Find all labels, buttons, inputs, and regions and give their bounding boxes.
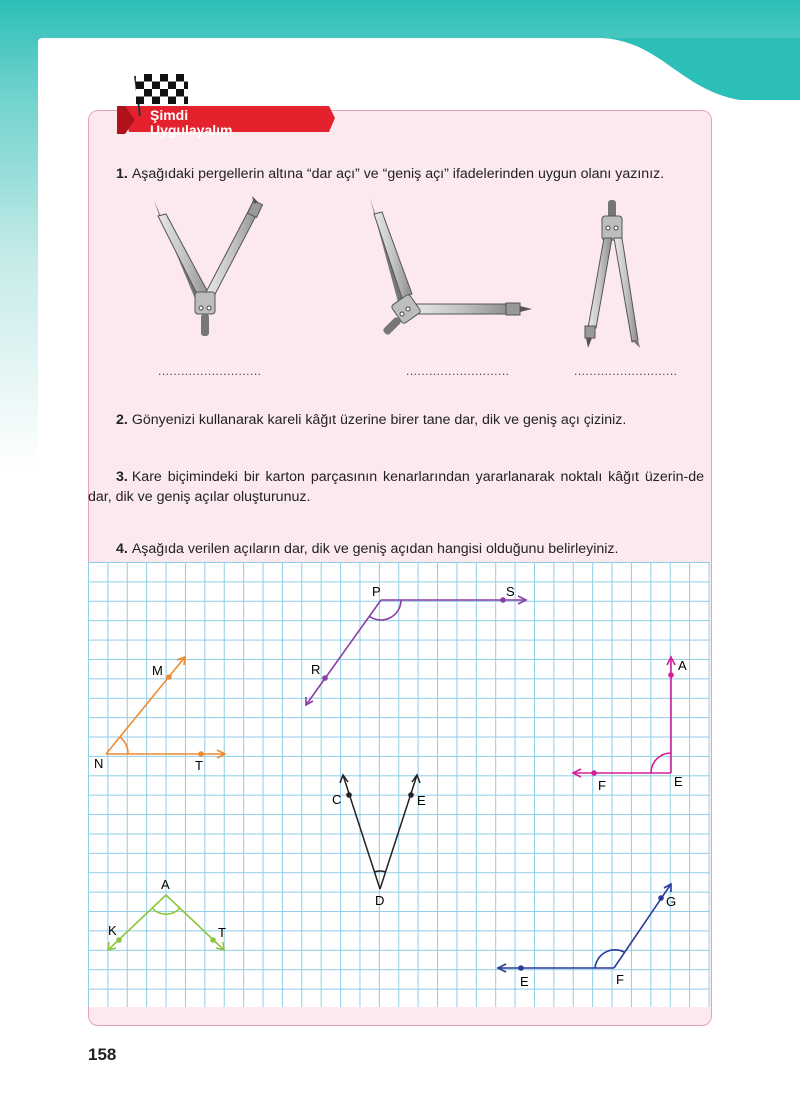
angle-afe	[573, 657, 675, 777]
point-t	[198, 751, 204, 757]
label-g: G	[666, 894, 677, 909]
label-e: E	[674, 774, 683, 789]
label-r: R	[311, 662, 321, 677]
question-number: 2.	[116, 412, 128, 428]
label-f: F	[598, 778, 606, 793]
banner-line-2: Uygulayalım	[150, 122, 233, 138]
question-number: 3.	[116, 469, 128, 485]
point-k	[116, 937, 122, 943]
label-e3: E	[520, 974, 529, 989]
point-c	[346, 792, 352, 798]
answer-blank-3[interactable]: ...........................	[574, 364, 678, 378]
label-t2: T	[218, 925, 226, 940]
label-c: C	[332, 792, 342, 807]
label-e2: E	[417, 793, 426, 808]
point-s	[500, 597, 506, 603]
banner-line-1: Şimdi	[150, 107, 189, 123]
angle-mnt	[106, 657, 225, 758]
question-text: Aşağıda verilen açıların dar, dik ve geniş açıdan hangisi olduğunu belirleyiniz.	[131, 541, 619, 557]
point-e	[408, 792, 414, 798]
angle-gfe	[498, 884, 671, 972]
answer-blank-2[interactable]: ...........................	[406, 364, 510, 378]
label-k: K	[108, 923, 117, 938]
point-e3	[518, 965, 524, 971]
point-m	[166, 674, 172, 680]
question-text: Kare biçimindeki bir karton parçasının kenarlarından yararlanarak noktalı kâğıt üzerin-de dar, dik ve geniş açılar oluşturunuz.	[88, 469, 704, 505]
label-s: S	[506, 584, 515, 599]
question-number: 4.	[116, 541, 128, 557]
angle-prs	[306, 596, 526, 705]
question-text: Aşağıdaki pergellerin altına “dar açı” ve “geniş açı” ifadelerinden uygun olanı yazınız.	[131, 166, 665, 182]
point-a	[668, 672, 674, 678]
label-m: M	[152, 663, 163, 678]
point-g	[658, 895, 664, 901]
label-a2: A	[161, 877, 170, 892]
angle-cde	[340, 775, 420, 889]
label-p: P	[372, 584, 381, 599]
angle-kat	[108, 895, 224, 950]
label-f2: F	[616, 972, 624, 987]
point-t2	[210, 937, 216, 943]
label-n: N	[94, 756, 104, 771]
question-text: Gönyenizi kullanarak kareli kâğıt üzerine birer tane dar, dik ve geniş açı çiziniz.	[131, 412, 627, 428]
page-number: 158	[88, 1045, 117, 1064]
label-d: D	[375, 893, 385, 908]
label-a: A	[678, 658, 687, 673]
question-number: 1.	[116, 166, 128, 182]
label-t: T	[195, 758, 203, 773]
point-f	[591, 770, 597, 776]
answer-blank-1[interactable]: ...........................	[158, 364, 262, 378]
point-r	[322, 675, 328, 681]
